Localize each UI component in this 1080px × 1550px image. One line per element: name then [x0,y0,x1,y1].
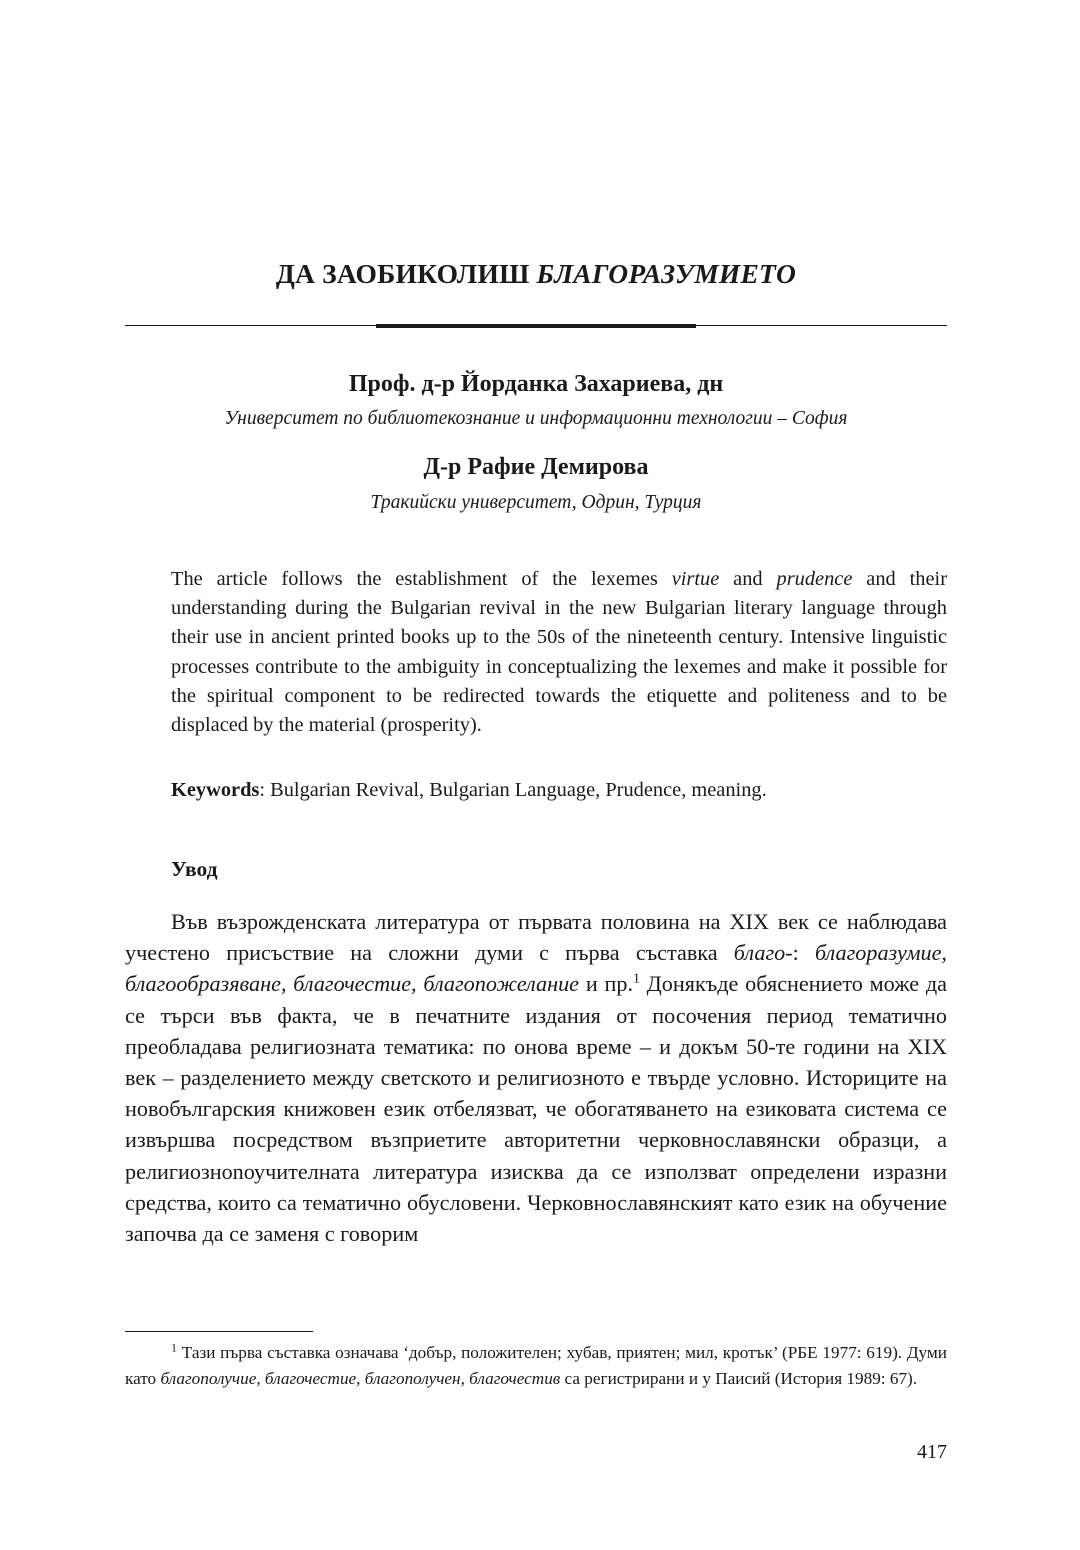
footnote-italic-words: благополучие, благочестие, благополучен, благочестив [160,1369,561,1389]
paper-page [125,0,947,1550]
keywords-label: Keywords [171,779,260,801]
abstract-italic-virtue: virtue [671,568,720,590]
footnote [125,1340,947,1392]
author-affiliation-1: Университет по библиотекознание и информационни технологии – София [224,408,848,429]
body-text-3: и пр. [579,971,634,997]
abstract-text-2: and [719,568,777,590]
body-text-1: Във възрожденската литература от първата половина на XIX век се наблюдава учестено присъствие на сложни думи с първа съставка [125,909,947,966]
author-name-2: Д-р Рафие Демирова [423,454,649,480]
title-part-regular: ДА ЗАОБИКОЛИШ [275,258,537,289]
footnote-rule [125,1331,313,1332]
title-part-italic: БЛАГОРАЗУМИЕТО [536,258,797,289]
keywords [171,776,947,805]
keywords-text: : Bulgarian Revival, Bulgarian Language, Prudence, meaning. [259,779,767,801]
footnote-text-2: са регистрирани и у Паисий (История 1989: 67). [560,1369,918,1389]
body-text-2: : [792,940,815,966]
author-affiliation-2: Тракийски университет, Одрин, Турция [370,492,702,513]
body-text-4: Донякъде обяснението може да се търси във факта, че в печатните издания от посочения период тематично преобладава религиозната тематика: по онова време – и докъм 50-те години на XIX век – разделението между светското и религиозното е твърде условно. Историците на новобългарския книжовен език отбелязват, че обогатяването на езиковата система се извършва посредством възприетите авторитетни черковнославянски образци, а религиозноnоучителната литература изисква да се използват определени изразни средства, които са тематично обусловени. Черковнославянският като език на обучение започва да се заменя с говорим [125,971,948,1247]
article-title [125,258,947,290]
body-italic-prefix: благо- [733,940,793,966]
abstract [171,565,947,740]
footnote-reference: 1 [633,971,640,987]
abstract-italic-prudence: prudence [776,568,853,590]
abstract-text-3: and their understanding during the Bulgarian revival in the new Bulgarian literary language through their use in ancient printed books up to the 50s of the nineteenth century. Intensive linguistic processes contribute to the ambiguity in conceptualizing the lexemes and make it possible for the spiritual component to be redirected towards the etiquette and politeness and to be displaced by the material (prosperity). [171,568,947,737]
page-number: 417 [917,1441,947,1463]
body-italic-words: благоразумие, благообразяване, благочестие, благопожелание [125,940,947,997]
title-rule-thick [376,324,696,328]
footnote-mark: 1 [171,1340,178,1355]
footnote-text-1: Тази първа съставка означава ‘добър, положителен; хубав, приятен; мил, кротък’ (РБЕ 1977: 619). Думи като [125,1343,947,1389]
abstract-text-1: The article follows the establishment of the lexemes [171,568,672,590]
body-paragraph [125,906,947,1249]
author-name-1: Проф. д-р Йорданка Захариева, дн [348,371,724,397]
section-heading: Увод [171,857,218,881]
